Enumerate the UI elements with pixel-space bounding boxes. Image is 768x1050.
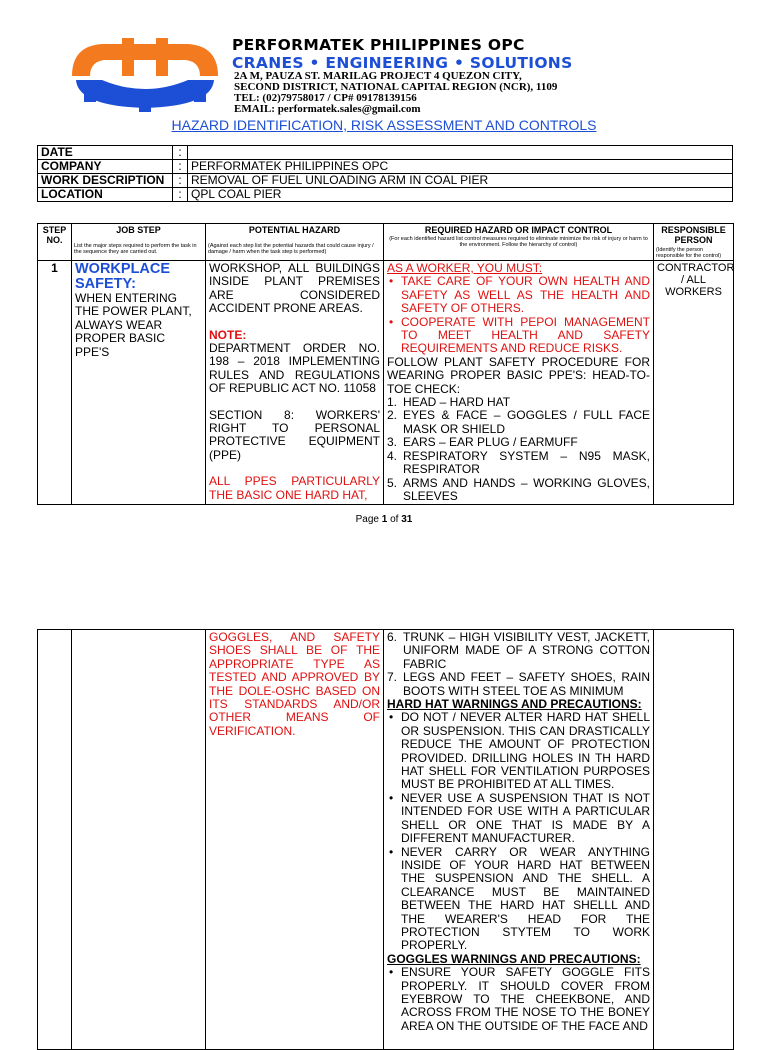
page-prefix: Page [355,514,382,525]
header-step: STEP NO. [38,224,72,261]
list-number: 7. [387,670,398,685]
location-value: QPL COAL PIER [188,188,733,202]
hardhat-heading: HARD HAT WARNINGS AND PRECAUTIONS: [387,697,642,712]
list-item [387,408,650,436]
job-step-cell [72,261,206,505]
goggles-heading: GOGGLES WARNINGS AND PRECAUTIONS: [387,951,641,966]
list-text: EARS – EAR PLUG / EARMUFF [403,435,578,450]
colon: : [173,174,188,188]
telephone: TEL: (02)79758017 / CP# 09178139156 [234,92,417,104]
header-control-label: REQUIRED HAZARD OR IMPACT CONTROL [424,225,613,235]
document-title: HAZARD IDENTIFICATION, RISK ASSESSMENT AND CONTROLS [171,117,597,133]
job-step-title: WORKPLACE SAFETY: [75,261,171,292]
header-job-step [72,224,206,261]
hazard-cell [206,261,384,505]
address-line-2: SECOND DISTRICT, NATIONAL CAPITAL REGION (NCR), 1109 [234,81,558,93]
list-text: ARMS AND HANDS – WORKING GLOVES, SLEEVES [403,475,650,503]
step-number-cont [38,630,72,1050]
table-header-row [38,224,734,261]
list-text: TRUNK – HIGH VISIBILITY VEST, JACKETT, UNIFORM MADE OF A STRONG COTTON FABRIC [403,630,650,671]
responsible-cell: CONTRACTOR / ALL WORKERS [654,261,734,505]
control-text: FOLLOW PLANT SAFETY PROCEDURE FOR WEARING PROPER BASIC PPE'S: HEAD-TO-TOE CHECK: [387,354,650,396]
page-of: of [387,514,402,525]
responsible-cell-cont [654,630,734,1050]
list-item [387,448,650,477]
company-label: COMPANY [38,160,173,174]
header-hazard-sub: (Against each step list the potential hazards that could cause injury / damage / harm when the task step is performed) [208,243,374,255]
list-item [387,630,650,671]
header-responsible-label: RESPONSIBLE PERSON [661,225,726,245]
date-value [188,146,733,160]
list-item: • NEVER USE A SUSPENSION THAT IS NOT INTENDED FOR USE WITH A PARTICULAR SHELL OR ONE THAT IS MADE BY A DIFFERENT MANUFACTURER. [401,792,650,846]
company-logo [62,36,228,112]
company-name: PERFORMATEK PHILIPPINES OPC [232,36,525,54]
page-current: 1 [381,514,388,525]
work-description-label: WORK DESCRIPTION [38,174,173,188]
work-description-value: REMOVAL OF FUEL UNLOADING ARM IN COAL PIER [188,174,733,188]
control-cell [384,261,654,505]
list-text: RESPIRATORY SYSTEM – N95 MASK, RESPIRATOR [403,448,650,477]
info-row-location [38,188,733,202]
list-number: 3. [387,435,398,450]
address-line-1: 2A M, PAUZA ST. MARILAG PROJECT 4 QUEZON CITY, [234,70,522,82]
hazard-table-continued [37,629,734,1050]
list-text: HEAD – HARD HAT [403,395,511,410]
colon: : [173,160,188,174]
company-address [234,71,557,115]
list-text: LEGS AND FEET – SAFETY SHOES, RAIN BOOTS WITH STEEL TOE AS MINIMUM [403,670,650,698]
list-number: 1. [387,395,398,410]
info-row-company [38,160,733,174]
ppe-list [387,396,650,503]
company-tagline: CRANES • ENGINEERING • SOLUTIONS [232,54,573,72]
header-responsible [654,224,734,261]
table-row [38,261,734,505]
colon: : [173,146,188,160]
control-intro: AS A WORKER, YOU MUST: [387,261,543,275]
list-item [387,475,650,504]
email: EMAIL: performatek.sales@gmail.com [234,103,421,115]
hazard-table [37,223,734,505]
list-text: EYES & FACE – GOGGLES / FULL FACE MASK OR SHIELD [403,408,650,436]
info-row-date [38,146,733,160]
list-number: 4. [387,448,398,463]
info-table [37,145,733,202]
goggles-bullets [387,966,650,1033]
header-job-step-label: JOB STEP [116,225,161,235]
hazard-text-4: ALL PPES PARTICULARLY THE BASIC ONE HARD HAT, [209,474,380,502]
list-item: • ENSURE YOUR SAFETY GOGGLE FITS PROPERLY. IT SHOULD COVER FROM EYEBROW TO THE CHEEKBONE, AND ACROSS FROM THE NOSE TO THE BONEY AREA ON THE OUTSIDE OF THE FACE AND [401,966,650,1033]
control-cell-cont [384,630,654,1050]
note-label: NOTE: [209,327,247,342]
job-step-cont [72,630,206,1050]
hazard-cell-cont: GOGGLES, AND SAFETY SHOES SHALL BE OF THE APPROPRIATE TYPE AS TESTED AND APPROVED BY THE DOLE-OSHC BASED ON ITS STANDARDS AND/OR OTHER MEANS OF VERIFICATION. [206,630,384,1050]
list-number: 6. [387,630,398,644]
list-item [387,395,650,410]
header-responsible-sub: (Identify the person responsible for the control) [656,247,722,259]
header-control-sub: (For each identified hazard list control measures required to eliminate minimize the risk of injury or harm to the environment. Follow the hierarchy of control) [389,236,648,248]
list-item [387,435,650,450]
header-hazard [206,224,384,261]
date-label: DATE [38,146,173,160]
hazard-text-1: WORKSHOP, ALL BUILDINGS INSIDE PLANT PREMISES ARE CONSIDERED ACCIDENT PRONE AREAS. [209,261,380,316]
company-value: PERFORMATEK PHILIPPINES OPC [188,160,733,174]
list-item: • TAKE CARE OF YOUR OWN HEALTH AND SAFETY AS WELL AS THE HEALTH AND SAFETY OF OTHERS. [401,275,650,315]
hazard-text-2: DEPARTMENT ORDER NO. 198 – 2018 IMPLEMENTING RULES AND REGULATIONS OF REPUBLIC ACT NO. 11058 [209,341,380,396]
control-bullets [387,275,650,355]
list-item: • DO NOT / NEVER ALTER HARD HAT SHELL OR SUSPENSION. THIS CAN DRASTICALLY REDUCE THE AMOUNT OF PROTECTION PROVIDED. DRILLING HOLES IN TH HARD HAT SHELL FOR VENTILATION PURPOSES MUST BE PROHIBITED AT ALL TIMES. [401,711,650,791]
page-number [0,514,768,525]
ppe-list-cont [387,631,650,698]
info-row-work [38,174,733,188]
header-job-step-sub: List the major steps required to perform the task in the sequence they are carried out. [74,243,197,255]
hardhat-bullets [387,711,650,952]
list-item: • COOPERATE WITH PEPOI MANAGEMENT TO MEET HEALTH AND SAFETY REQUIREMENTS AND REDUCE RISKS. [401,316,650,356]
hazard-text-3: SECTION 8: WORKERS' RIGHT TO PERSONAL PROTECTIVE EQUIPMENT (PPE) [209,407,380,462]
list-item [387,670,650,698]
step-number: 1 [38,261,72,505]
header-control [384,224,654,261]
list-item: • NEVER CARRY OR WEAR ANYTHING INSIDE OF YOUR HARD HAT BETWEEN THE SUSPENSION AND THE SHELL. A CLEARANCE MUST BE MAINTAINED BETWEEN THE HARD HAT SHELLL AND THE WEARER'S HEAD FOR THE PROTECTION STYTEM TO WORK PROPERLY. [401,846,650,953]
header-hazard-label: POTENTIAL HAZARD [248,225,341,235]
location-label: LOCATION [38,188,173,202]
list-number: 5. [387,475,398,490]
list-number: 2. [387,408,398,423]
colon: : [173,188,188,202]
page-total: 31 [401,514,413,525]
job-step-desc: WHEN ENTERING THE POWER PLANT, ALWAYS WEAR PROPER BASIC PPE'S [75,291,192,359]
table-row [38,630,734,1050]
